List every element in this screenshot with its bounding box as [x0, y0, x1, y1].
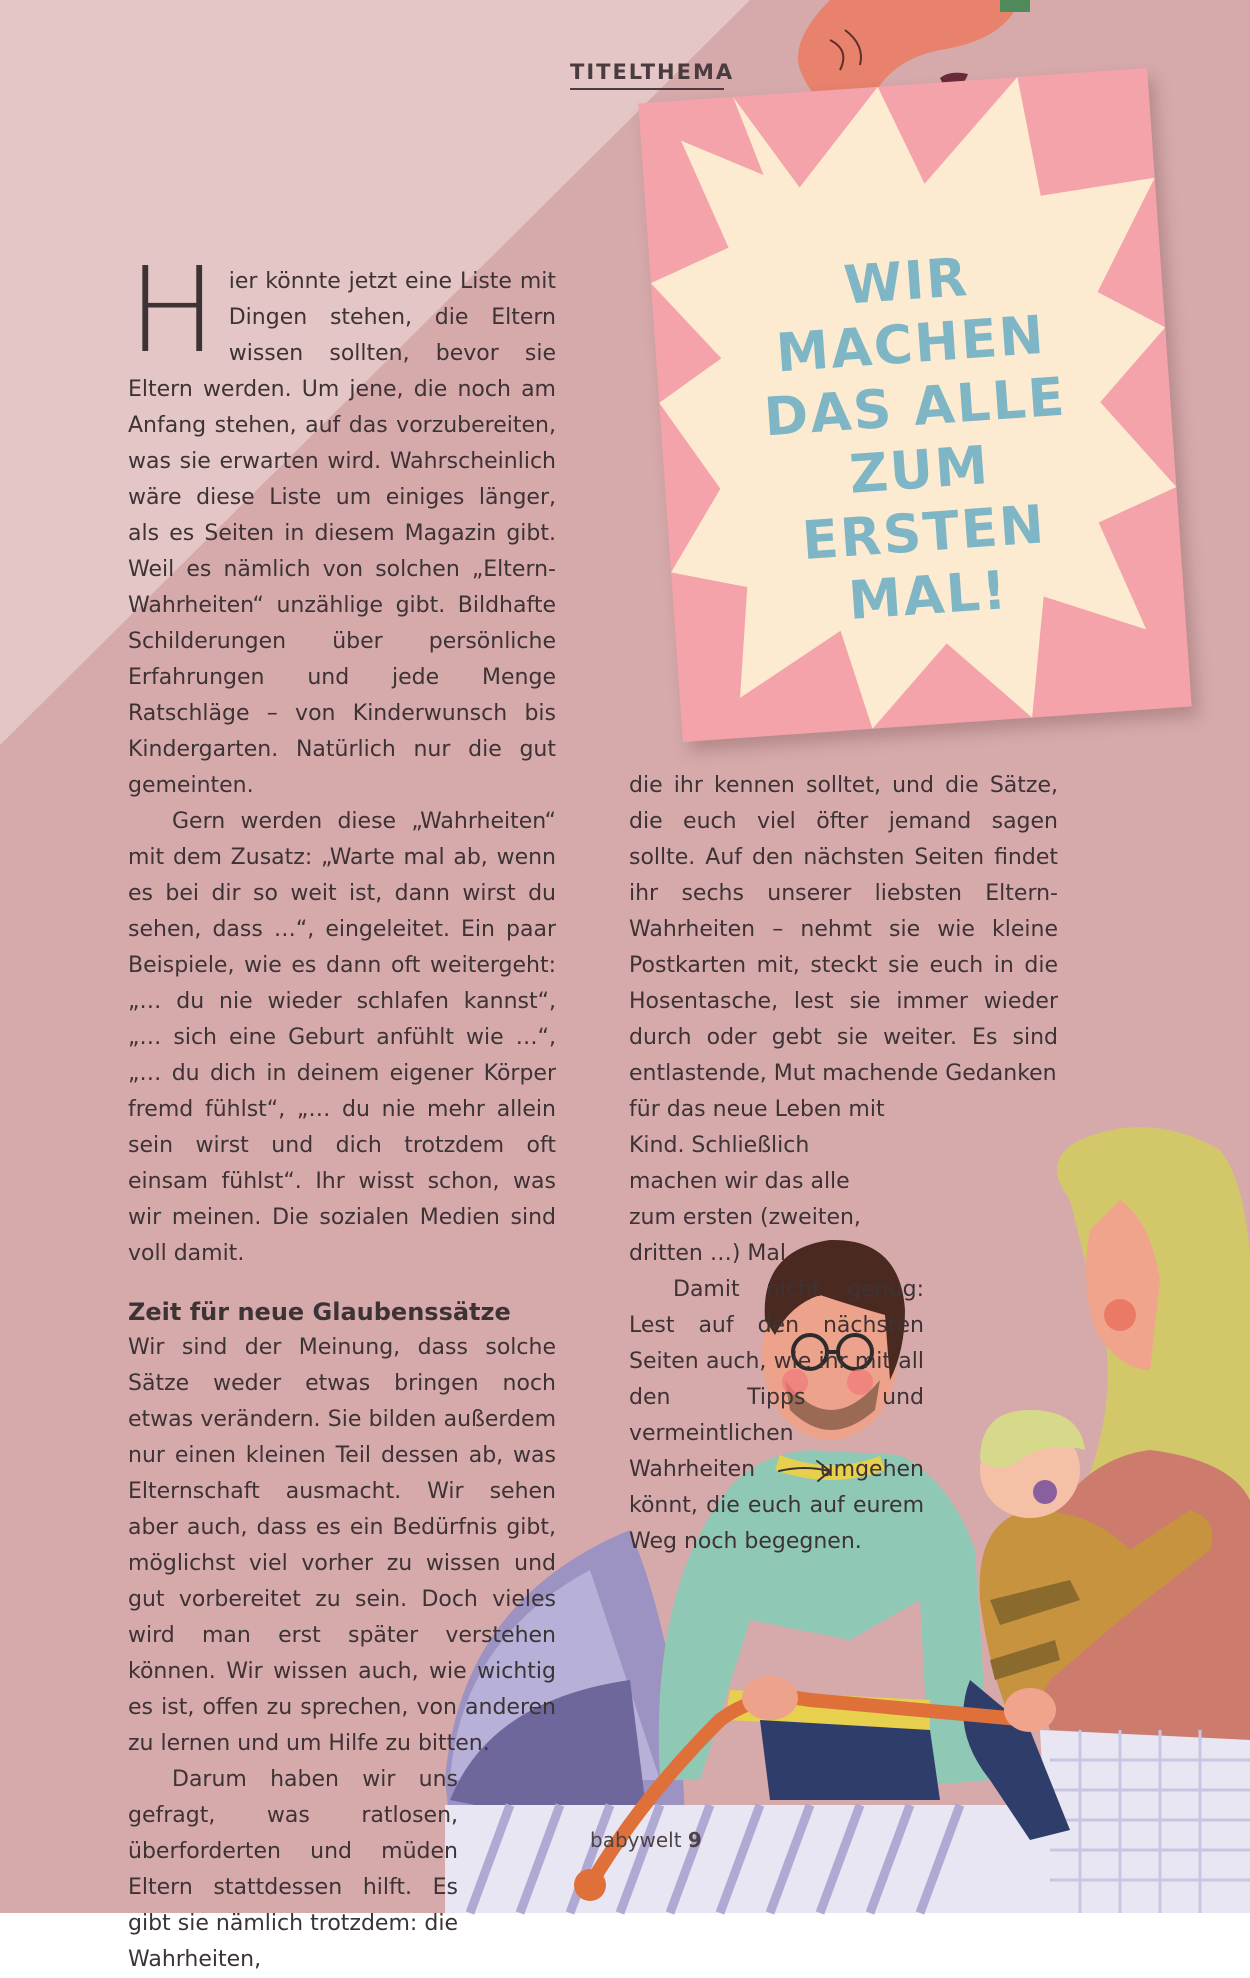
intro-paragraph	[128, 241, 556, 804]
postcard-line: DAS ALLE	[762, 366, 1069, 449]
dropcap: H	[128, 241, 217, 379]
postcard-headline	[650, 233, 1185, 646]
postcard-line: WIR	[841, 247, 971, 317]
subheading: Zeit für neue Glaubenssätze	[128, 1298, 511, 1326]
postcard-line: MAL!	[846, 560, 1011, 633]
section-label: TITELTHEMA	[570, 60, 735, 84]
right-paragraph-2: Damit nicht genug: Lest auf den nächsten Seiten auch, wie ihr mit all den Tipps und vermeintlichen Wahrheiten umgehen könnt, die euch auf eurem Weg noch begegnen.	[629, 1277, 924, 1554]
left-column	[128, 241, 556, 1978]
postcard-line: ERSTEN	[800, 494, 1048, 573]
section-label-underline	[570, 88, 724, 90]
page-footer	[590, 1828, 702, 1852]
postcard-line: MACHEN	[774, 304, 1048, 385]
arrow-right-icon	[775, 1455, 835, 1485]
paragraph-3: Wir sind der Meinung, dass solche Sätze weder etwas bringen noch etwas verändern. Sie bilden außerdem nur einen kleinen Teil dessen ab, was Elternschaft ausmacht. Wir sehen aber auch, dass es ein Bedürfnis gibt, möglichst viel vorher zu wissen und gut vorbereitet zu sein. Doch vieles wird man erst später verstehen können. Wir wissen auch, wie wichtig es ist, offen zu sprechen, von anderen zu lernen und um Hilfe zu bitten.	[128, 1335, 556, 1756]
paragraph-2: Gern werden diese „Wahrheiten“ mit dem Zusatz: „Warte mal ab, wenn es bei dir so weit ist, dann wirst du sehen, dass …“, eingeleitet. Ein paar Beispiele, wie es dann oft weitergeht: „… du nie wieder schlafen kannst“, „… sich eine Geburt anfühlt wie …“, „… du dich in deinem eigener Körper fremd fühlst“, „… du nie mehr allein sein wirst und dich trotzdem oft einsam fühlst“. Ihr wisst schon, was wir meinen. Die sozialen Medien sind voll damit.	[128, 809, 556, 1266]
magazine-name: babywelt	[590, 1828, 682, 1852]
postcard	[638, 68, 1191, 742]
page-number: 9	[687, 1828, 702, 1852]
right-paragraph-1: die ihr kennen solltet, und die Sätze, die euch viel öfter jemand sagen sollte. Auf den nächsten Seiten findet ihr sechs unserer liebsten Eltern-Wahrheiten – nehmt sie wie kleine Postkarten mit, steckt sie euch in die Hosentasche, lest sie immer wieder durch oder gebt sie weiter. Es sind entlastende, Mut machende Gedanken	[629, 773, 1058, 1086]
right-column	[629, 768, 1058, 1560]
paragraph-4: Darum haben wir uns gefragt, was ratlosen, überforderten und müden Eltern stattdessen hilft. Es gibt sie nämlich trotzdem: die Wahrheiten,	[128, 1767, 458, 1972]
postcard-line: ZUM	[847, 435, 992, 506]
right-paragraph-1b: für das neue Leben mit Kind. Schließlich machen wir das alle zum ersten (zweiten, dritten …) Mal.	[629, 1097, 885, 1266]
intro-text: ier könnte jetzt eine Liste mit Dingen stehen, die Eltern wissen sollten, bevor sie Eltern werden. Um jene, die noch am Anfang stehen, auf das vorzubereiten, was sie erwarten wird. Wahrscheinlich wäre diese Liste um einiges länger, als es Seiten in diesem Magazin gibt. Weil es nämlich von solchen „Eltern-Wahrheiten“ unzählige gibt. Bildhafte Schilderungen über persönliche Erfahrungen und jede Menge Ratschläge – von Kinderwunsch bis Kindergarten. Natürlich nur die gut gemeinten.	[128, 269, 556, 798]
